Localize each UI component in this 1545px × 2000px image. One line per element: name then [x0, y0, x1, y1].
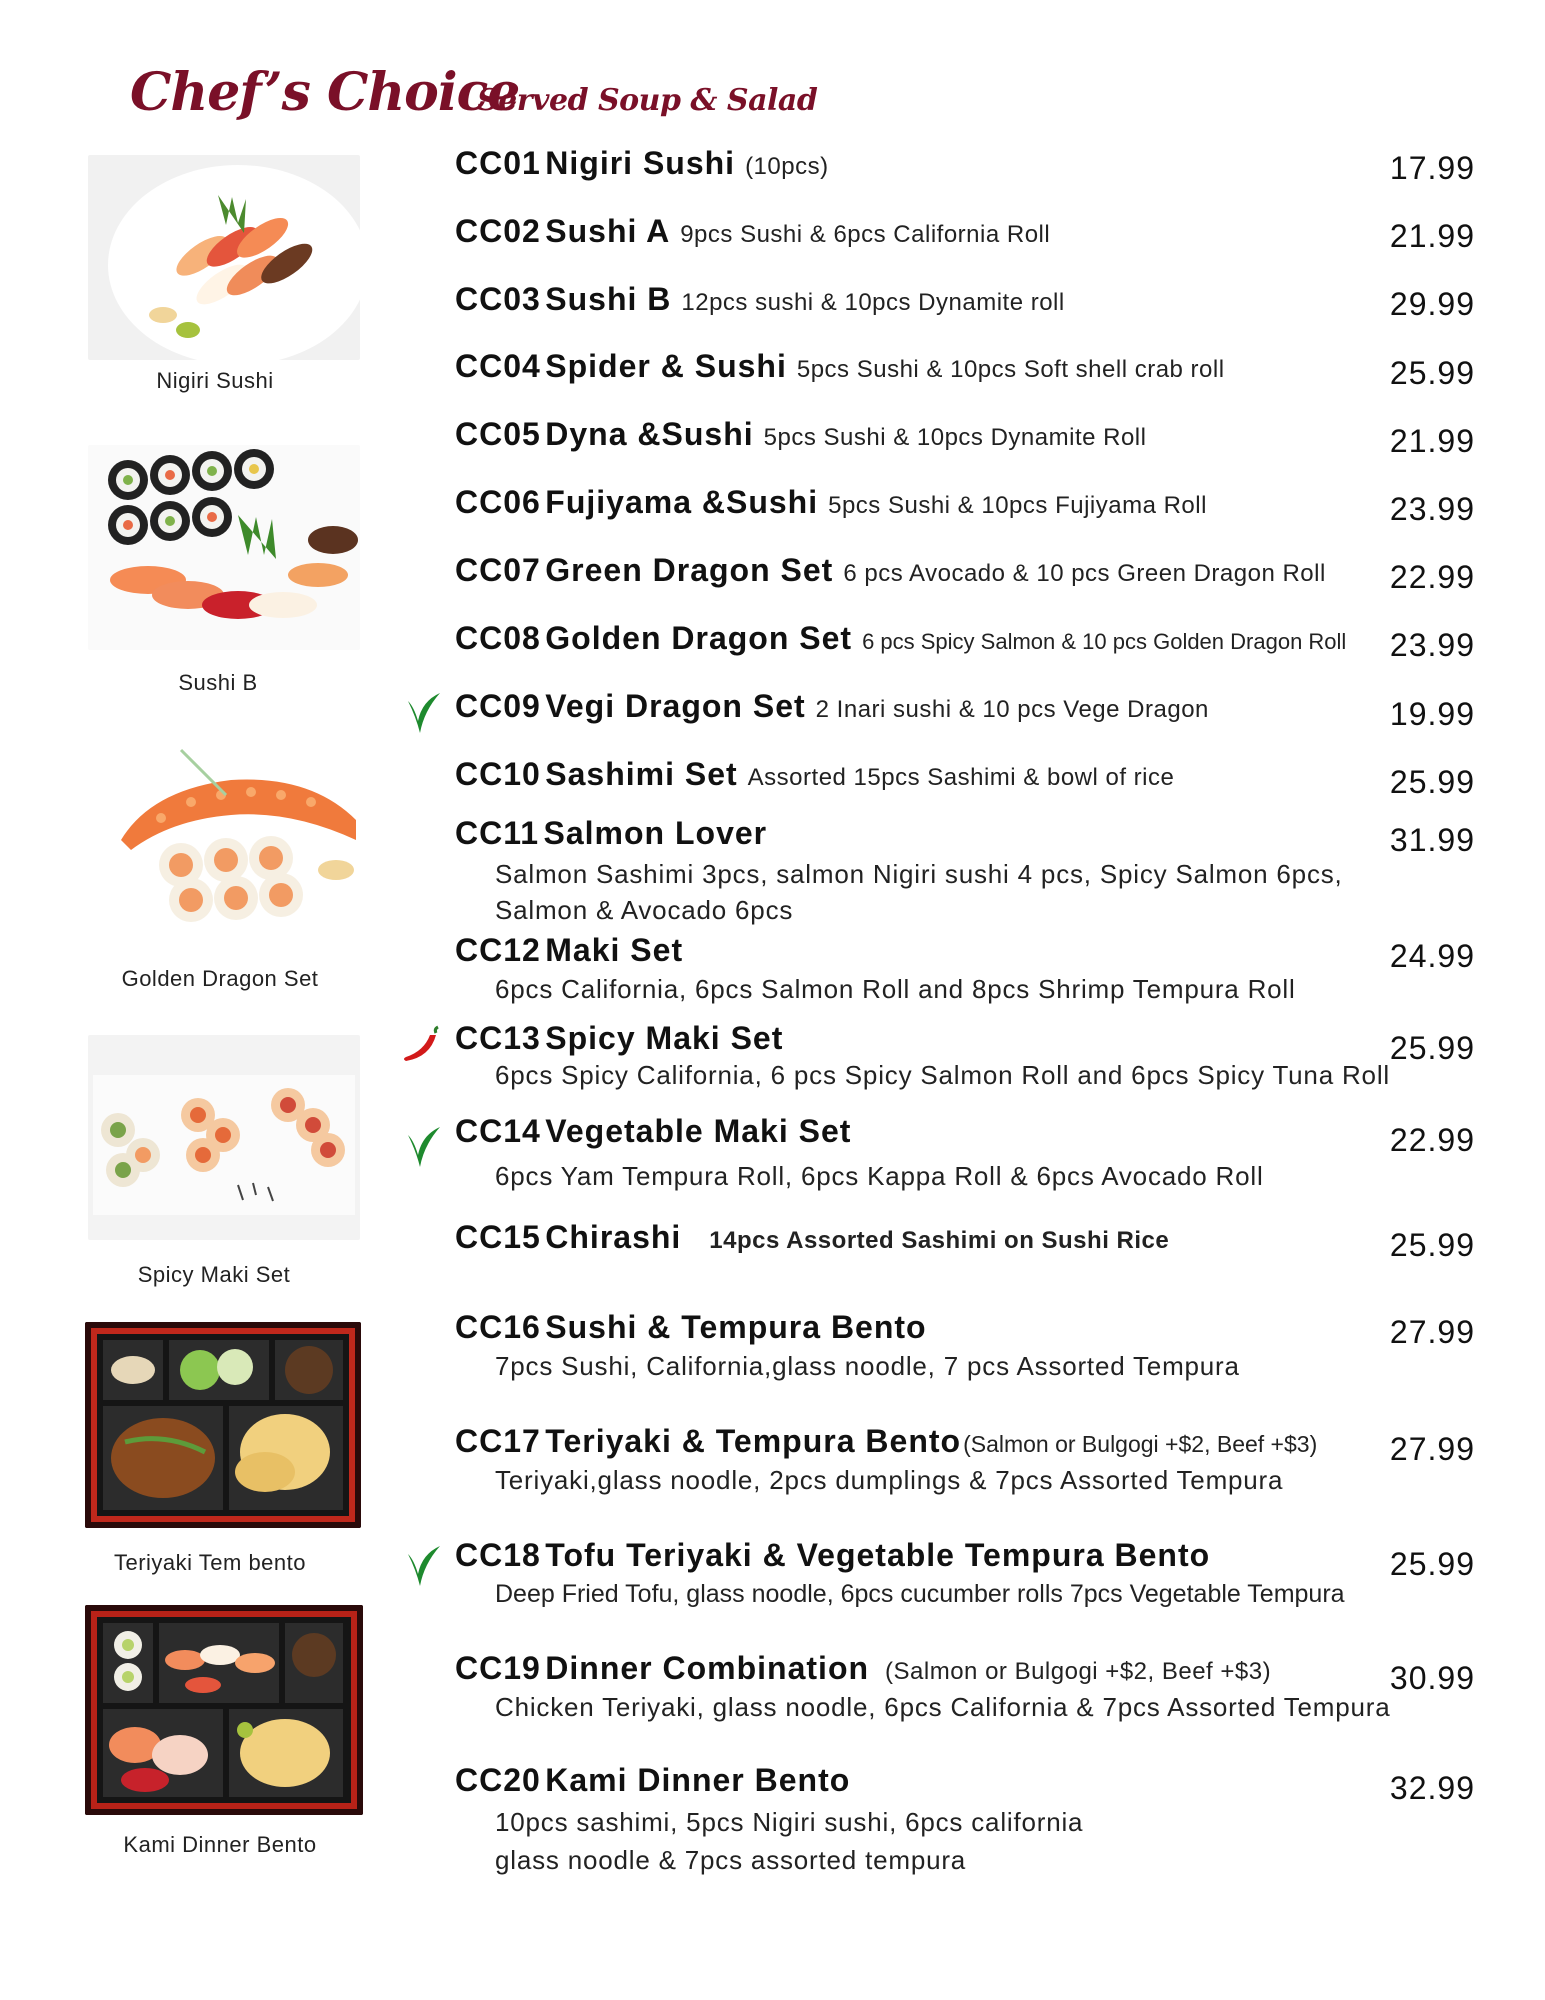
item-name: Sushi & Tempura Bento — [545, 1309, 927, 1345]
item-price: 23.99 — [1389, 627, 1475, 663]
item-description: 7pcs Sushi, California,glass noodle, 7 pcs Assorted Tempura — [495, 1351, 1240, 1381]
item-name: Nigiri Sushi — [545, 145, 736, 181]
item-name: Sushi A — [545, 213, 671, 249]
item-price: 25.99 — [1389, 1546, 1475, 1582]
item-code: CC14 — [455, 1113, 541, 1149]
item-code: CC20 — [455, 1762, 541, 1798]
page-subtitle: Served Soup & Salad — [477, 83, 818, 118]
spicy-maki-photo — [88, 1035, 360, 1240]
item-code: CC11 — [455, 815, 540, 851]
vegetarian-leaf-icon — [400, 1121, 444, 1171]
item-price: 30.99 — [1389, 1660, 1475, 1696]
item-code: CC01 — [455, 145, 541, 181]
teriyaki-tempura-bento-photo — [85, 1322, 361, 1528]
photo-caption: Spicy Maki Set — [137, 1262, 291, 1287]
item-name: Salmon Lover — [543, 815, 768, 851]
photo-caption: Teriyaki Tem bento — [113, 1550, 306, 1575]
vegetarian-leaf-icon — [400, 1540, 444, 1590]
item-price: 27.99 — [1389, 1431, 1475, 1467]
item-price: 19.99 — [1389, 696, 1475, 732]
item-name: Spider & Sushi — [545, 348, 787, 384]
item-code: CC18 — [455, 1537, 541, 1573]
item-code: CC13 — [455, 1020, 541, 1056]
item-name: Sashimi Set — [545, 756, 738, 792]
photo-caption: Golden Dragon Set — [121, 966, 319, 991]
item-description: 10pcs sashimi, 5pcs Nigiri sushi, 6pcs california glass noodle & 7pcs assorted tempura — [495, 1807, 1084, 1875]
item-description: Chicken Teriyaki, glass noodle, 6pcs California & 7pcs Assorted Tempura — [495, 1692, 1391, 1722]
item-note: 5pcs Sushi & 10pcs Fujiyama Roll — [828, 492, 1207, 519]
item-price: 32.99 — [1389, 1770, 1475, 1806]
photo-caption: Sushi B — [178, 670, 258, 695]
vegetarian-leaf-icon — [400, 687, 444, 737]
item-note: 9pcs Sushi & 6pcs California Roll — [680, 221, 1051, 248]
item-note: 2 Inari sushi & 10 pcs Vege Dragon — [815, 696, 1209, 723]
photo-caption: Kami Dinner Bento — [123, 1832, 317, 1857]
item-description: Teriyaki,glass noodle, 2pcs dumplings & 7pcs Assorted Tempura — [495, 1465, 1284, 1495]
item-code: CC16 — [455, 1309, 541, 1345]
item-price: 24.99 — [1389, 938, 1475, 974]
item-price: 25.99 — [1389, 355, 1475, 391]
item-code: CC19 — [455, 1650, 541, 1686]
item-price: 17.99 — [1389, 150, 1475, 186]
item-price: 25.99 — [1389, 764, 1475, 800]
photo-caption: Nigiri Sushi — [156, 368, 274, 393]
item-description: 6pcs Spicy California, 6 pcs Spicy Salmon Roll and 6pcs Spicy Tuna Roll — [495, 1060, 1390, 1090]
item-note: 5pcs Sushi & 10pcs Soft shell crab roll — [796, 356, 1225, 383]
item-name: Fujiyama &Sushi — [545, 484, 819, 520]
item-name: Sushi B — [545, 281, 672, 317]
item-name: Teriyaki & Tempura Bento — [545, 1423, 962, 1459]
item-description: 6pcs Yam Tempura Roll, 6pcs Kappa Roll & 6pcs Avocado Roll — [495, 1161, 1264, 1191]
item-code: CC02 — [455, 213, 541, 249]
sushi-b-photo — [88, 445, 360, 650]
item-price: 25.99 — [1389, 1227, 1475, 1263]
item-code: CC17 — [455, 1423, 541, 1459]
item-description: 6pcs California, 6pcs Salmon Roll and 8pcs Shrimp Tempura Roll — [495, 974, 1296, 1004]
item-name: Green Dragon Set — [545, 552, 834, 588]
item-note: 5pcs Sushi & 10pcs Dynamite Roll — [763, 424, 1147, 451]
item-description: Deep Fried Tofu, glass noodle, 6pcs cucumber rolls 7pcs Vegetable Tempura — [495, 1580, 1345, 1608]
item-name: Dinner Combination — [545, 1650, 870, 1686]
nigiri-sushi-photo — [88, 155, 360, 360]
item-code: CC09 — [455, 688, 541, 724]
item-name: Golden Dragon Set — [545, 620, 853, 656]
item-price: 29.99 — [1389, 286, 1475, 322]
item-price: 25.99 — [1389, 1030, 1475, 1066]
item-name: Vegi Dragon Set — [545, 688, 806, 724]
item-price: 23.99 — [1389, 491, 1475, 527]
item-note: (Salmon or Bulgogi +$2, Beef +$3) — [885, 1658, 1272, 1685]
kami-dinner-bento-photo — [85, 1605, 363, 1815]
item-note: Assorted 15pcs Sashimi & bowl of rice — [747, 764, 1175, 791]
item-price: 31.99 — [1389, 822, 1475, 858]
item-code: CC07 — [455, 552, 541, 588]
item-name: Spicy Maki Set — [545, 1020, 784, 1056]
item-name: Chirashi — [545, 1219, 682, 1255]
item-name: Vegetable Maki Set — [545, 1113, 852, 1149]
item-name: Tofu Teriyaki & Vegetable Tempura Bento — [545, 1537, 1211, 1573]
item-note: 12pcs sushi & 10pcs Dynamite roll — [681, 289, 1065, 316]
item-price: 22.99 — [1389, 1122, 1475, 1158]
item-code: CC15 — [455, 1219, 541, 1255]
item-code: CC12 — [455, 932, 541, 968]
golden-dragon-photo — [91, 740, 361, 945]
item-name: Dyna &Sushi — [545, 416, 754, 452]
item-note: 14pcs Assorted Sashimi on Sushi Rice — [709, 1227, 1170, 1254]
item-description: Salmon Sashimi 3pcs, salmon Nigiri sushi 4 pcs, Spicy Salmon 6pcs, Salmon & Avocado 6pcs — [495, 859, 1343, 925]
item-name: Kami Dinner Bento — [545, 1762, 851, 1798]
item-note: (10pcs) — [745, 153, 829, 180]
item-code: CC03 — [455, 281, 541, 317]
item-code: CC06 — [455, 484, 541, 520]
item-note: 6 pcs Avocado & 10 pcs Green Dragon Roll — [843, 560, 1326, 587]
item-code: CC05 — [455, 416, 541, 452]
item-code: CC10 — [455, 756, 541, 792]
item-code: CC08 — [455, 620, 541, 656]
page-title: Chef’s Choice — [130, 62, 520, 123]
item-note: 6 pcs Spicy Salmon & 10 pcs Golden Dragon Roll — [862, 629, 1347, 654]
spicy-chili-icon — [400, 1023, 444, 1073]
item-code: CC04 — [455, 348, 541, 384]
item-price: 21.99 — [1389, 218, 1475, 254]
item-price: 27.99 — [1389, 1314, 1475, 1350]
item-name: Maki Set — [545, 932, 684, 968]
item-note: (Salmon or Bulgogi +$2, Beef +$3) — [963, 1431, 1318, 1457]
item-price: 22.99 — [1389, 559, 1475, 595]
item-price: 21.99 — [1389, 423, 1475, 459]
